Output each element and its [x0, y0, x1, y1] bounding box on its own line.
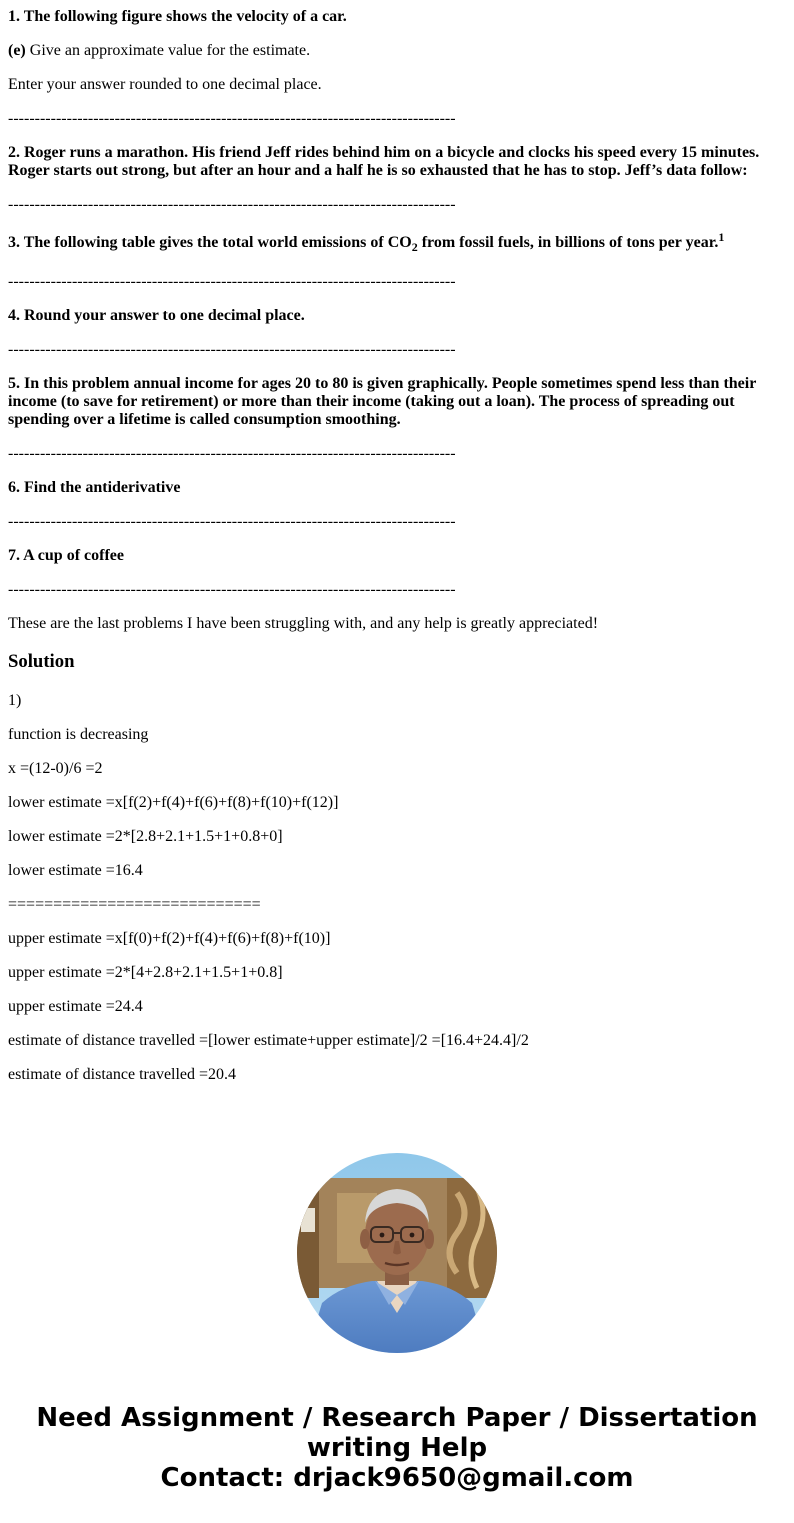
separator: ------------------------------------------------------------------------------------	[8, 110, 456, 127]
question-4-text: 4. Round your answer to one decimal place.	[8, 307, 305, 324]
solution-line: lower estimate =16.4	[8, 862, 143, 879]
part-label: (e)	[8, 42, 26, 59]
part-text: Give an approximate value for the estimate.	[25, 42, 311, 59]
separator: ------------------------------------------------------------------------------------	[8, 196, 456, 213]
solution-line: 1)	[8, 692, 22, 709]
question-2-text: 2. Roger runs a marathon. His friend Jeff rides behind him on a bicycle and clocks his speed every 15 minutes. Roger starts out strong, but after an hour and a half he is so exhausted that he has to stop. Jeff’s data follow:	[8, 144, 760, 179]
question-1-part	[8, 42, 786, 60]
solution-line: estimate of distance travelled =20.4	[8, 1066, 237, 1083]
question-1-instruction: Enter your answer rounded to one decimal place.	[8, 76, 322, 93]
q3-after: from fossil fuels, in billions of tons per year.	[417, 234, 719, 251]
solution-line: estimate of distance travelled =[lower estimate+upper estimate]/2 =[16.4+24.4]/2	[8, 1032, 529, 1049]
q3-subscript: 2	[411, 240, 418, 254]
separator: ------------------------------------------------------------------------------------	[8, 273, 456, 290]
question-5-text: 5. In this problem annual income for ages 20 to 80 is given graphically. People sometimes spend less than their income (to save for retirement) or more than their income (taking out a loan). The process of spreading out spending over a lifetime is called consumption smoothing.	[8, 375, 757, 428]
solution-divider: ============================	[8, 896, 261, 913]
solution-line: lower estimate =2*[2.8+2.1+1.5+1+0.8+0]	[8, 828, 283, 845]
question-3-text	[8, 230, 786, 254]
closing-text: These are the last problems I have been struggling with, and any help is greatly appreciated!	[8, 615, 599, 632]
separator: ------------------------------------------------------------------------------------	[8, 513, 456, 530]
question-6-text: 6. Find the antiderivative	[8, 479, 181, 496]
separator: ------------------------------------------------------------------------------------	[8, 445, 456, 462]
solution-line: function is decreasing	[8, 726, 149, 743]
promo-line-2: writing Help	[306, 1433, 488, 1463]
solution-line: upper estimate =2*[4+2.8+2.1+1.5+1+0.8]	[8, 964, 283, 981]
tutor-portrait-image	[297, 1153, 497, 1353]
solution-line: upper estimate =24.4	[8, 998, 143, 1015]
solution-line: upper estimate =x[f(0)+f(2)+f(4)+f(6)+f(8)+f(10)]	[8, 930, 331, 947]
solution-line: lower estimate =x[f(2)+f(4)+f(6)+f(8)+f(10)+f(12)]	[8, 794, 339, 811]
question-1-title: 1. The following figure shows the velocity of a car.	[8, 8, 347, 25]
separator: ------------------------------------------------------------------------------------	[8, 341, 456, 358]
promo-contact: Contact: drjack9650@gmail.com	[160, 1463, 634, 1493]
solution-line: x =(12-0)/6 =2	[8, 760, 103, 777]
separator: ------------------------------------------------------------------------------------	[8, 581, 456, 598]
promo-line-1: Need Assignment / Research Paper / Dissertation	[36, 1403, 758, 1433]
q3-before: 3. The following table gives the total world emissions of CO	[8, 234, 412, 251]
tutor-avatar	[297, 1153, 497, 1353]
q3-footnote: 1	[718, 230, 725, 244]
promo-banner	[0, 1403, 794, 1493]
question-7-text: 7. A cup of coffee	[8, 547, 124, 564]
solution-heading: Solution	[8, 651, 75, 672]
